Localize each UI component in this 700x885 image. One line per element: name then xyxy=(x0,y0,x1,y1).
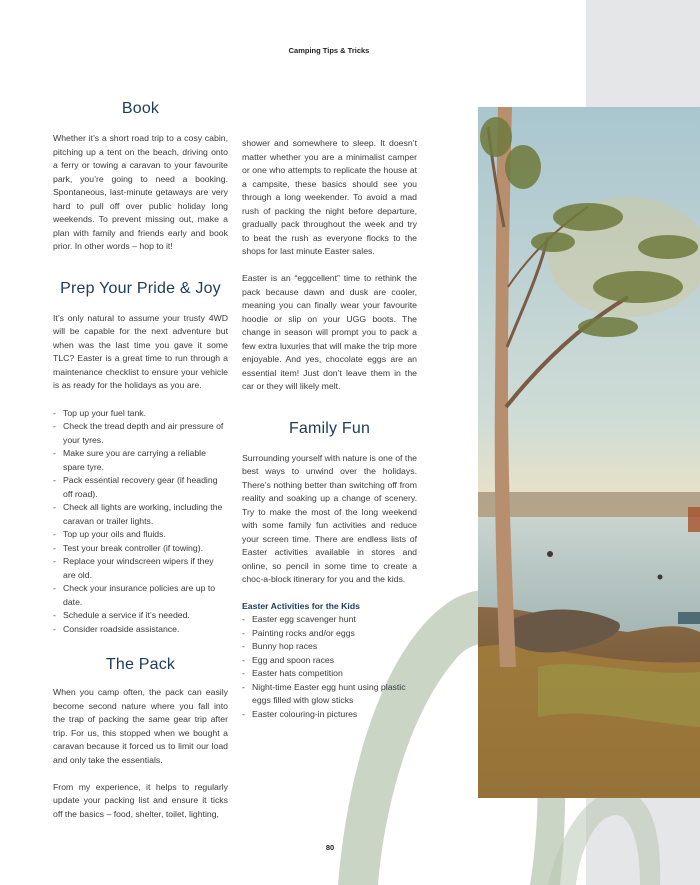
pack-paragraph-2: From my experience, it helps to regularly update your packing list and ensure it ticks off the basics – food, shelter, toilet, lighting, xyxy=(53,781,228,819)
list-item: - Pack essential recovery gear (if heading off road). xyxy=(53,474,228,501)
list-item: - Make sure you are carrying a reliable spare tyre. xyxy=(53,447,228,474)
left-column xyxy=(53,100,228,821)
list-item: - Replace your windscreen wipers if they are old. xyxy=(53,555,228,582)
book-paragraph: Whether it’s a short road trip to a cosy cabin, pitching up a tent on the beach, driving onto a ferry or towing a caravan to your favourite park, you’re going to need a booking. Spontaneous, last-minute getaways are very hard to pull off over public holiday long weekends. To prevent missing out, make a plan with family and friends early and book prior. In other words – hop to it! xyxy=(53,133,228,251)
middle-paragraph-1: shower and somewhere to sleep. It doesn’t matter whether you are a minimalist camper or one who attempts to replicate the house at a campsite, these basics should see you through a long weekender. To avoid a mad rush of packing the night before departure, gradually pack throughout the week and try to beat the rush as everyone flocks to the shops for last minute Easter sales. xyxy=(242,138,417,256)
list-item: - Schedule a service if it’s needed. xyxy=(53,609,228,623)
list-item: - Consider roadside assistance. xyxy=(53,623,228,637)
list-item: - Check your insurance policies are up to date. xyxy=(53,582,228,609)
running-header: Camping Tips & Tricks xyxy=(288,46,370,55)
list-item: - Painting rocks and/or eggs xyxy=(242,627,417,641)
page-number: 80 xyxy=(325,843,335,852)
list-item: - Check the tread depth and air pressure of your tyres. xyxy=(53,420,228,447)
list-item: - Egg and spoon races xyxy=(242,654,417,668)
list-item: - Bunny hop races xyxy=(242,640,417,654)
list-item: - Easter egg scavenger hunt xyxy=(242,613,417,627)
list-item: - Easter hats competition xyxy=(242,667,417,681)
pack-heading: The Pack xyxy=(105,656,176,673)
list-item: - Top up your fuel tank. xyxy=(53,407,228,421)
list-item: - Check all lights are working, including the caravan or trailer lights. xyxy=(53,501,228,528)
book-heading: Book xyxy=(121,100,160,117)
family-paragraph: Surrounding yourself with nature is one of the best ways to unwind over the holidays. There’s nothing better than switching off from reality and soaking up a change of scenery. Try to make the most of the long weekend with some family fun activities and reduce your screen time. There are endless lists of Easter activities available in stores and online, so pencil in some time to create a choc-a-block itinerary for you and the kids. xyxy=(242,452,417,584)
lakeside-tree-photo xyxy=(478,107,700,798)
list-item: - Test your break controller (if towing). xyxy=(53,542,228,556)
list-item: - Night-time Easter egg hunt using plastic eggs filled with glow sticks xyxy=(242,681,417,708)
middle-column xyxy=(242,137,417,721)
prep-paragraph: It’s only natural to assume your trusty 4WD will be capable for the next adventure but when was the last time you gave it some TLC? Easter is a great time to run through a maintenance checklist to ensure your vehicle is as ready for the holidays as you are. xyxy=(53,312,228,390)
list-item: - Easter colouring-in pictures xyxy=(242,708,417,722)
list-item: - Top up your oils and fluids. xyxy=(53,528,228,542)
middle-paragraph-2: Easter is an “eggcellent” time to rethink the pack because dawn and dusk are cooler, meaning you can finally wear your favourite hoodie or slip on your UGG boots. The change in season will prompt you to pack a few extra luxuries that will make the trip more enjoyable. And yes, chocolate eggs are an essential item! Just don’t leave them in the car or they will likely melt. xyxy=(242,273,417,391)
pack-paragraph-1: When you camp often, the pack can easily become second nature where you fall into the trap of packing the same gear trip after trip. For us, this stopped when we bought a caravan because it forced us to limit our load and only take the essentials. xyxy=(53,687,228,765)
prep-heading: Prep Your Pride & Joy xyxy=(60,279,221,297)
activities-title: Easter Activities for the Kids xyxy=(242,600,360,611)
vehicle-checklist xyxy=(53,407,228,637)
family-heading: Family Fun xyxy=(288,419,371,437)
activities-list xyxy=(242,613,417,721)
